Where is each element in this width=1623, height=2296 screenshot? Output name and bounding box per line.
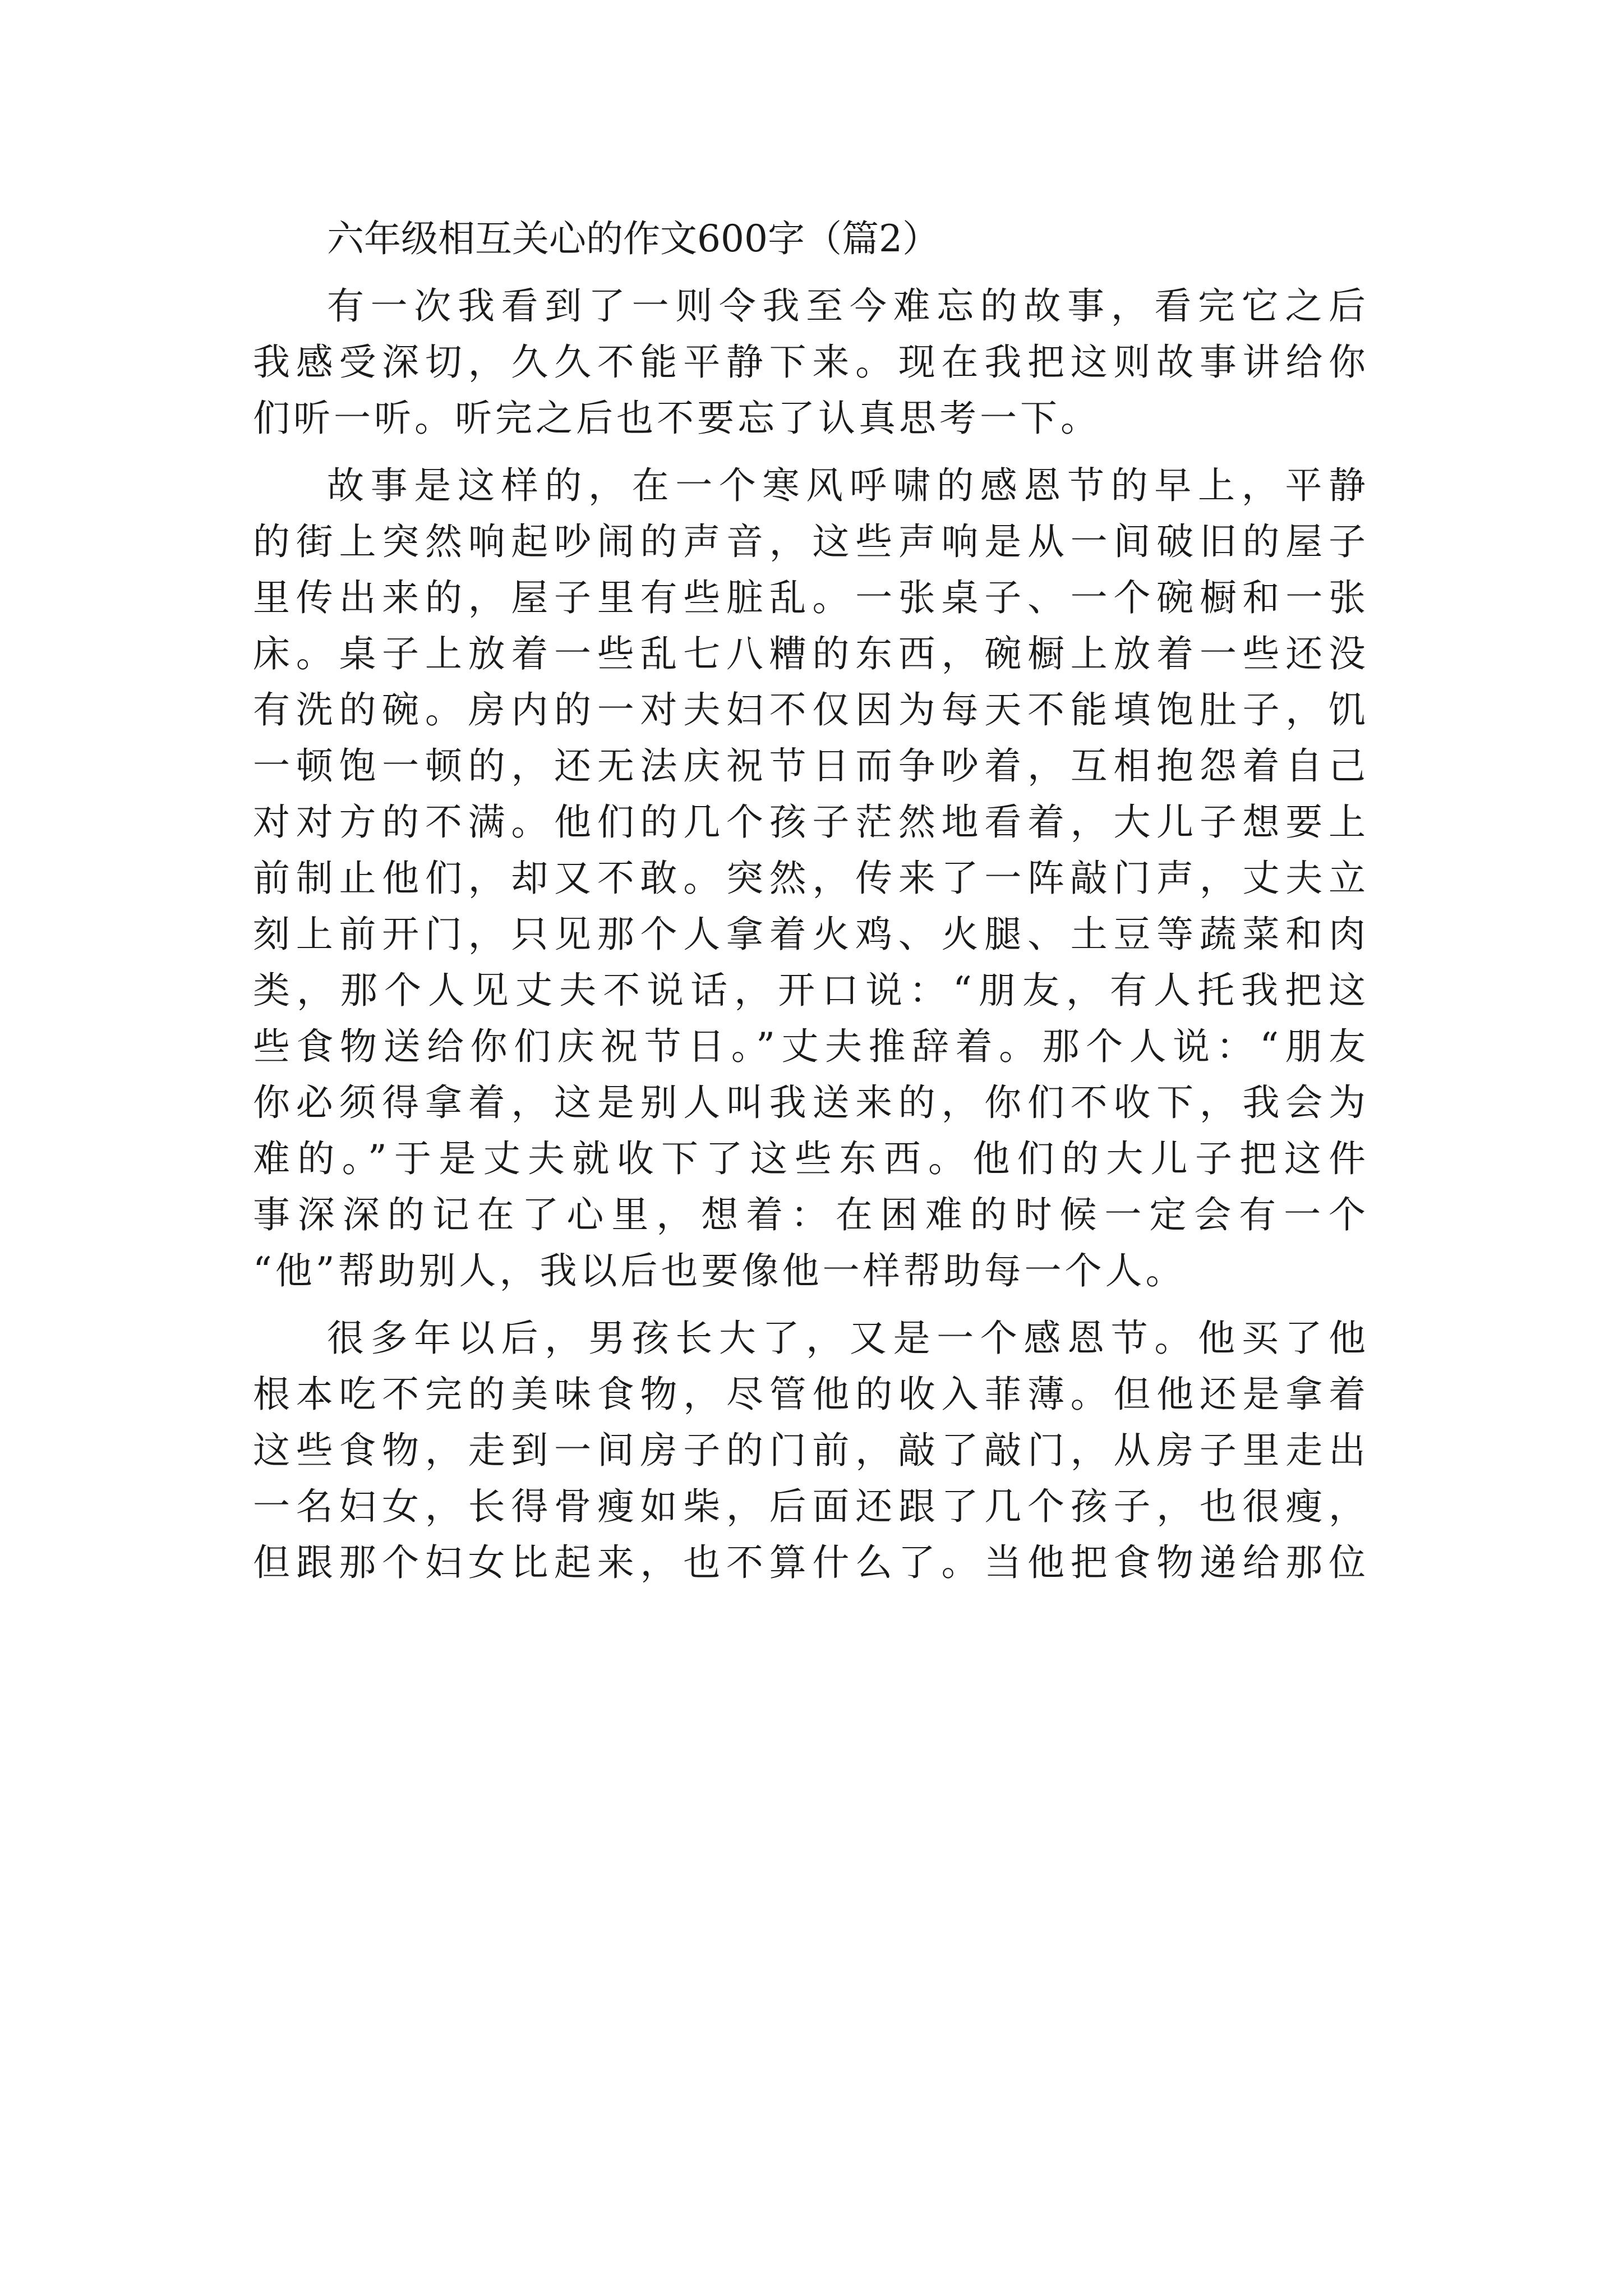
paragraph-line: 有一次我看到了一则令我至今难忘的故事，看完它之后 <box>327 284 1369 328</box>
paragraph-line: 的街上突然响起吵闹的声音，这些声响是从一间破旧的屋子 <box>253 520 1369 563</box>
paragraph-line: 类，那个人见丈夫不说话，开口说：“朋友，有人托我把这 <box>253 969 1369 1012</box>
paragraph-line: 你必须得拿着，这是别人叫我送来的，你们不收下，我会为 <box>253 1081 1369 1124</box>
paragraph-line: 事深深的记在了心里，想着：在困难的时候一定会有一个 <box>253 1193 1369 1236</box>
paragraph-line: 床。桌子上放着一些乱七八糟的东西，碗橱上放着一些还没 <box>253 632 1369 675</box>
essay-title: 六年级相互关心的作文600字（篇2） <box>327 217 939 260</box>
paragraph-line: 难的。”于是丈夫就收下了这些东西。他们的大儿子把这件 <box>253 1137 1369 1180</box>
paragraph-line: 故事是这样的，在一个寒风呼啸的感恩节的早上，平静 <box>327 464 1369 507</box>
spacer <box>253 267 1369 278</box>
paragraph-line: 刻上前开门，只见那个人拿着火鸡、火腿、土豆等蔬菜和肉 <box>253 913 1369 956</box>
paragraph-line: 前制止他们，却又不敢。突然，传来了一阵敲门声，丈夫立 <box>253 857 1369 900</box>
paragraph-3 <box>253 1310 1369 1591</box>
paragraph-line: 一顿饱一顿的，还无法庆祝节日而争吵着，互相抱怨着自己 <box>253 744 1369 788</box>
paragraph-line: 根本吃不完的美味食物，尽管他的收入菲薄。但他还是拿着 <box>253 1373 1369 1416</box>
paragraph-line: 们听一听。听完之后也不要忘了认真思考一下。 <box>253 397 1101 440</box>
spacer <box>253 1299 1369 1310</box>
paragraph-line: 但跟那个妇女比起来，也不算什么了。当他把食物递给那位 <box>253 1541 1369 1584</box>
paragraph-line: “他”帮助别人，我以后也要像他一样帮助每一个人。 <box>253 1249 1186 1292</box>
paragraph-line: 对对方的不满。他们的几个孩子茫然地看着，大儿子想要上 <box>253 800 1369 844</box>
document-body <box>253 211 1369 1591</box>
paragraph-line: 有洗的碗。房内的一对夫妇不仅因为每天不能填饱肚子，饥 <box>253 688 1369 731</box>
paragraph-line: 这些食物，走到一间房子的门前，敲了敲门，从房子里走出 <box>253 1429 1369 1472</box>
spacer <box>253 447 1369 458</box>
paragraph-line: 一名妇女，长得骨瘦如柴，后面还跟了几个孩子，也很瘦， <box>253 1485 1369 1528</box>
paragraph-line: 里传出来的，屋子里有些脏乱。一张桌子、一个碗橱和一张 <box>253 576 1369 619</box>
paragraph-line: 很多年以后，男孩长大了，又是一个感恩节。他买了他 <box>327 1317 1369 1360</box>
paragraph-1 <box>253 278 1369 447</box>
paragraph-2 <box>253 458 1369 1299</box>
paragraph-line: 些食物送给你们庆祝节日。”丈夫推辞着。那个人说：“朋友 <box>253 1025 1369 1068</box>
paragraph-line: 我感受深切，久久不能平静下来。现在我把这则故事讲给你 <box>253 341 1369 384</box>
